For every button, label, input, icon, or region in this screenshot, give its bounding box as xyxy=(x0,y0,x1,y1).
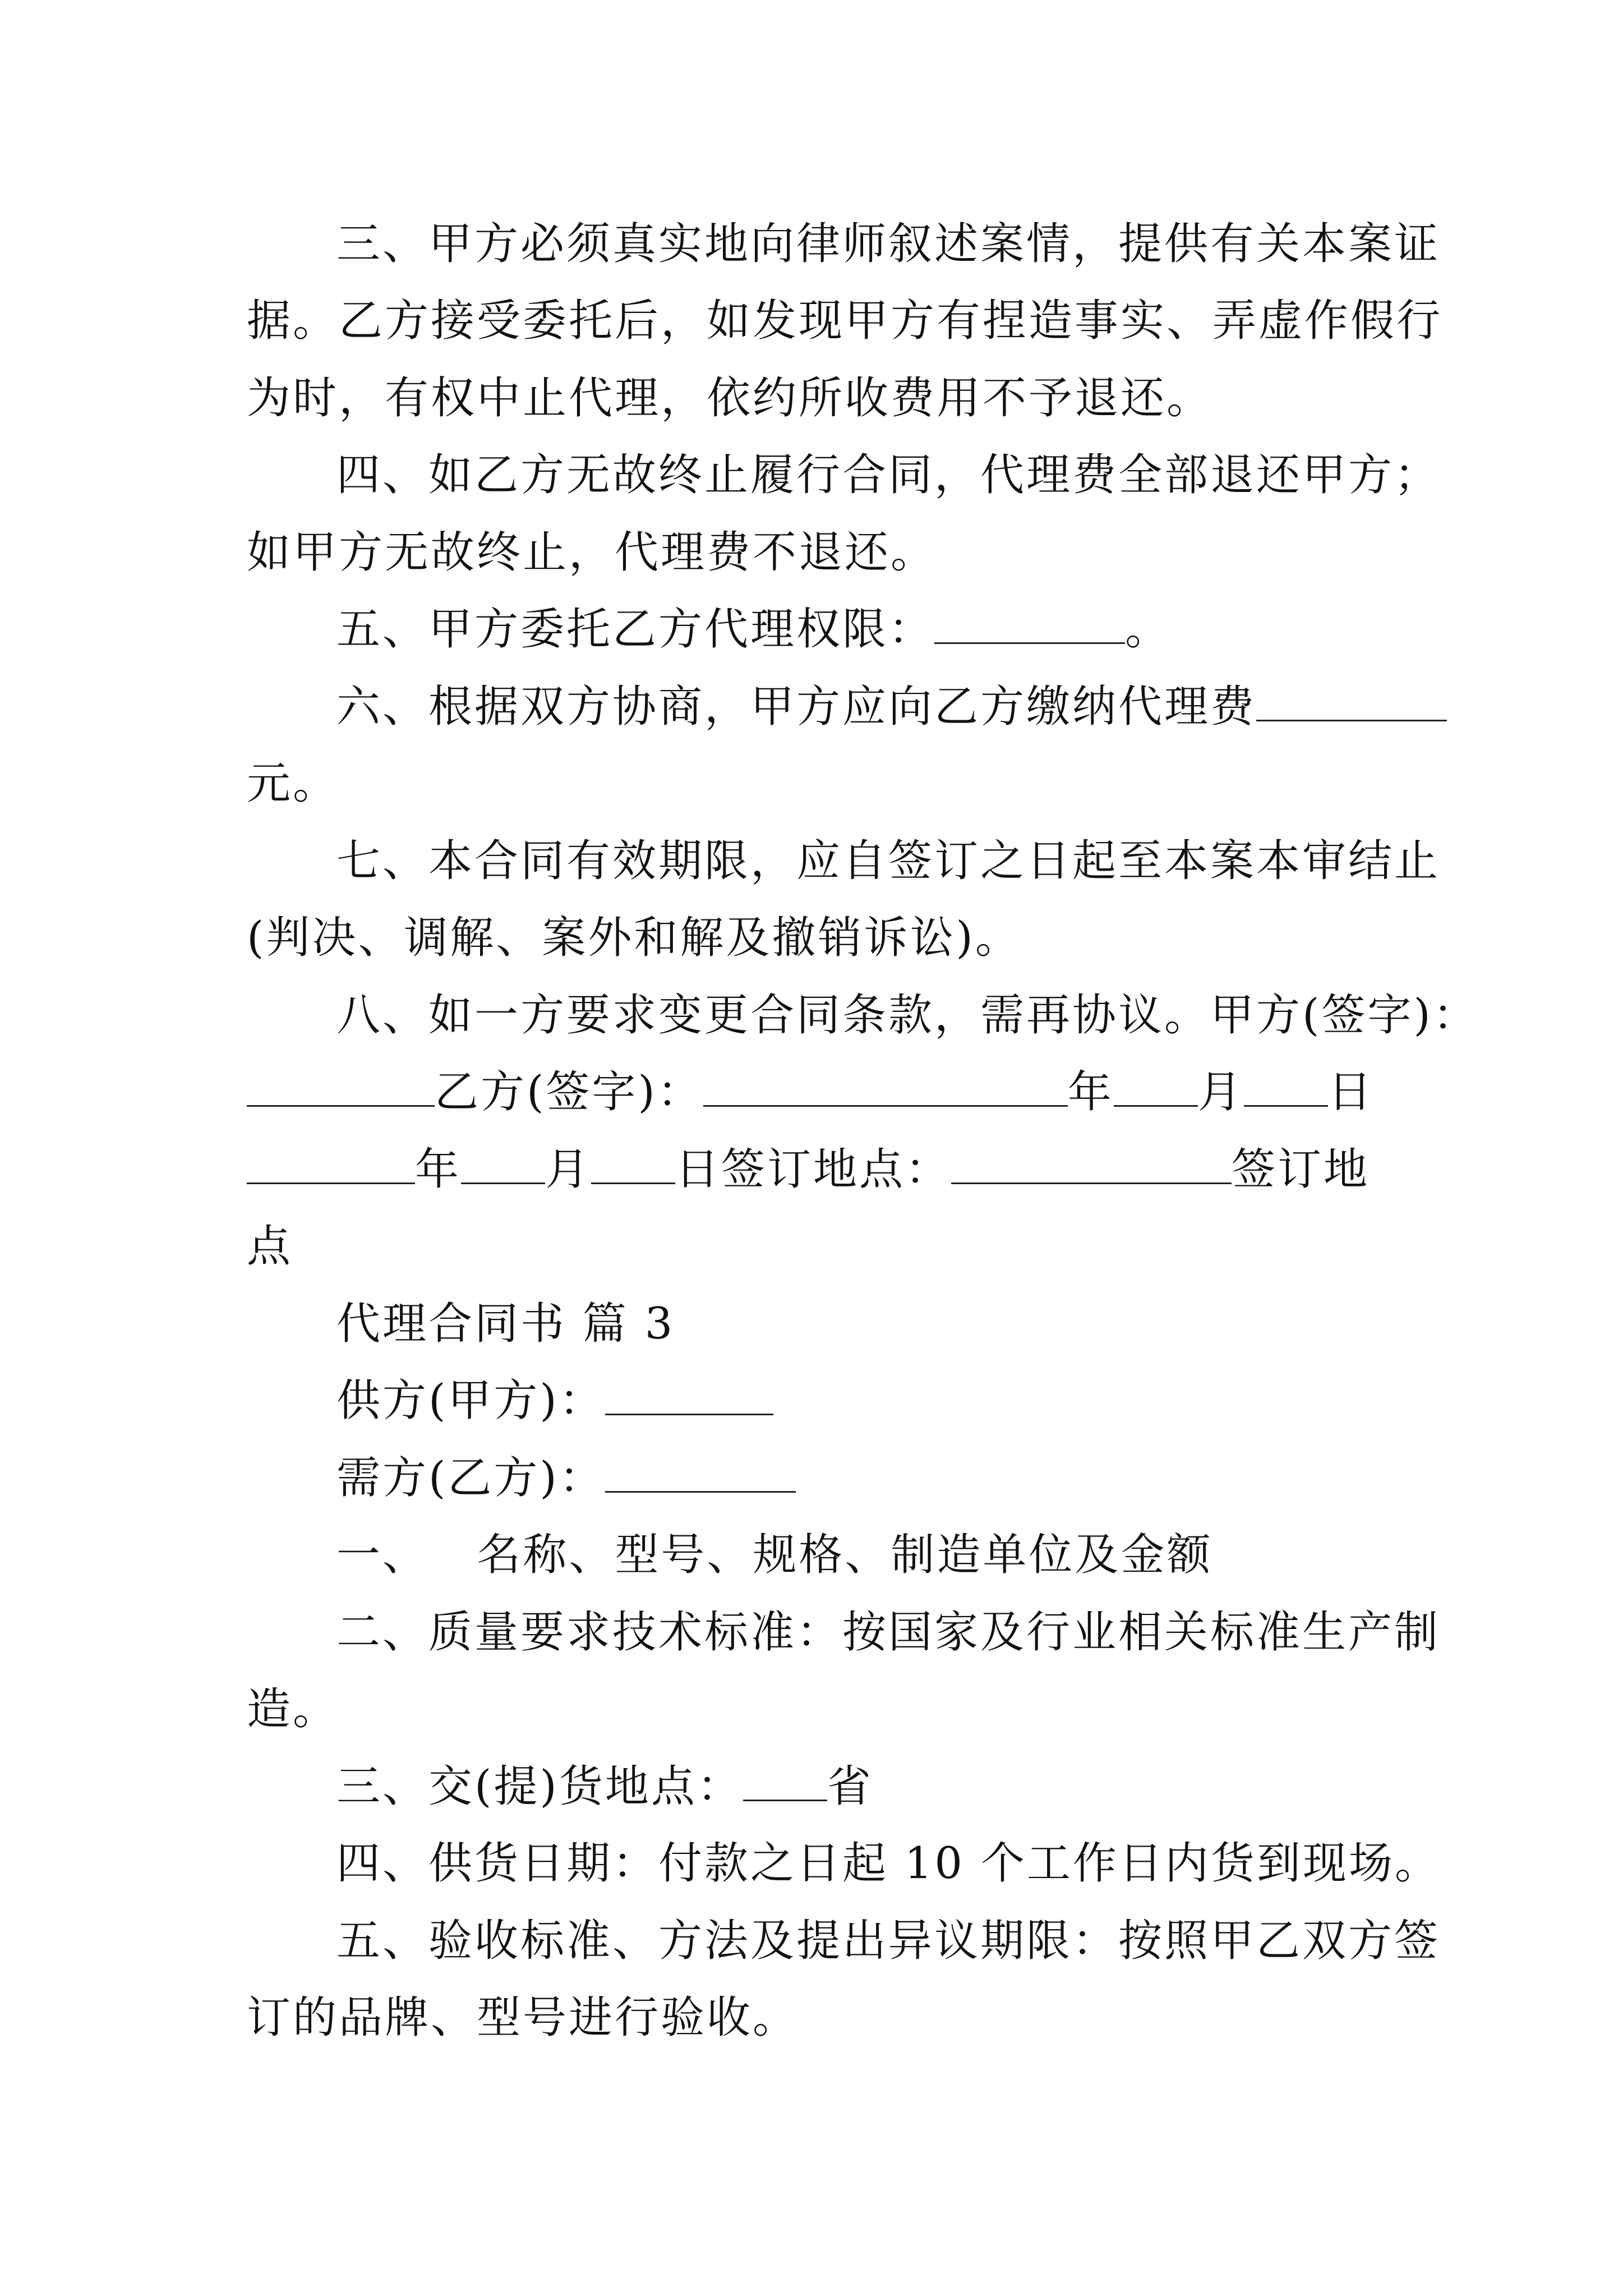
buyer-label: 需方(乙方)： xyxy=(336,1453,605,1503)
clause-4-line-2: 如甲方无故终止，代理费不退还。 xyxy=(247,527,937,578)
supplier-line xyxy=(336,1373,1503,1429)
clause-6-text: 六、根据双方协商，甲方应向乙方缴纳代理费 xyxy=(336,682,1257,732)
clause-8-line-1: 八、如一方要求变更合同条款，需再协议。甲方(签字)： xyxy=(336,990,1479,1041)
item-5-line-2: 订的品牌、型号进行验收。 xyxy=(247,1993,799,2043)
signing-place-blank xyxy=(951,1145,1232,1184)
item-2-line-1: 二、质量要求技术标准：按国家及行业相关标准生产制 xyxy=(336,1607,1441,1658)
year-blank-2 xyxy=(247,1145,415,1184)
supplier-blank xyxy=(605,1377,773,1415)
item-2-line-2: 造。 xyxy=(247,1684,339,1734)
clause-8-line-3 xyxy=(247,1142,1413,1198)
section-title: 代理合同书 篇 3 xyxy=(336,1299,675,1349)
item-3-line xyxy=(336,1759,1503,1815)
month-label-1: 月 xyxy=(1197,1067,1244,1117)
province-blank xyxy=(743,1763,827,1801)
clause-5-line xyxy=(336,601,1503,657)
supplier-label: 供方(甲方)： xyxy=(336,1375,605,1426)
item-1-line: 一、 名称、型号、规格、制造单位及金额 xyxy=(336,1530,1213,1580)
clause-3-line-3: 为时，有权中止代理，依约所收费用不予退还。 xyxy=(247,373,1213,424)
clause-6-line-1 xyxy=(336,679,1503,735)
clause-5-period: 。 xyxy=(1125,604,1172,655)
month-blank-1 xyxy=(1114,1068,1198,1107)
clause-3-line-2: 据。乙方接受委托后，如发现甲方有捏造事实、弄虚作假行 xyxy=(247,296,1443,346)
province-label: 省 xyxy=(827,1761,873,1812)
signing-place-label-2: 签订地 xyxy=(1232,1144,1370,1195)
item-4-line: 四、供货日期：付款之日起 10 个工作日内货到现场。 xyxy=(336,1838,1441,1889)
day-label-1: 日 xyxy=(1327,1067,1374,1117)
clause-4-line-1: 四、如乙方无故终止履行合同，代理费全部退还甲方； xyxy=(336,450,1441,500)
clause-7-line-1: 七、本合同有效期限，应自签订之日起至本案本审结止 xyxy=(336,836,1441,886)
day-blank-2 xyxy=(591,1145,675,1184)
month-label-2: 月 xyxy=(545,1144,592,1195)
fee-blank xyxy=(1256,683,1447,721)
signing-place-label: 日签订地点： xyxy=(675,1144,952,1195)
clause-3-line-1: 三、甲方必须真实地向律师叙述案情，提供有关本案证 xyxy=(336,219,1441,269)
year-label-2: 年 xyxy=(415,1144,462,1195)
clause-5-text: 五、甲方委托乙方代理权限： xyxy=(336,604,935,655)
clause-7-line-2: (判决、调解、案外和解及撤销诉讼)。 xyxy=(247,913,1021,963)
buyer-blank xyxy=(605,1454,796,1493)
item-5-line-1: 五、验收标准、方法及提出异议期限：按照甲乙双方签 xyxy=(336,1916,1441,1966)
party-b-signature-blank xyxy=(703,1068,1068,1107)
day-blank-1 xyxy=(1244,1068,1328,1107)
month-blank-2 xyxy=(461,1145,545,1184)
buyer-line xyxy=(336,1450,1503,1506)
authority-blank xyxy=(934,605,1125,644)
clause-6-line-2: 元。 xyxy=(247,758,339,809)
clause-8-line-2 xyxy=(247,1064,1413,1120)
year-label-1: 年 xyxy=(1067,1067,1114,1117)
clause-8-line-4: 点 xyxy=(247,1221,293,1272)
party-a-signature-blank xyxy=(247,1068,435,1107)
delivery-place-label: 三、交(提)货地点： xyxy=(336,1761,743,1812)
party-b-label: 乙方(签字)： xyxy=(435,1067,703,1117)
